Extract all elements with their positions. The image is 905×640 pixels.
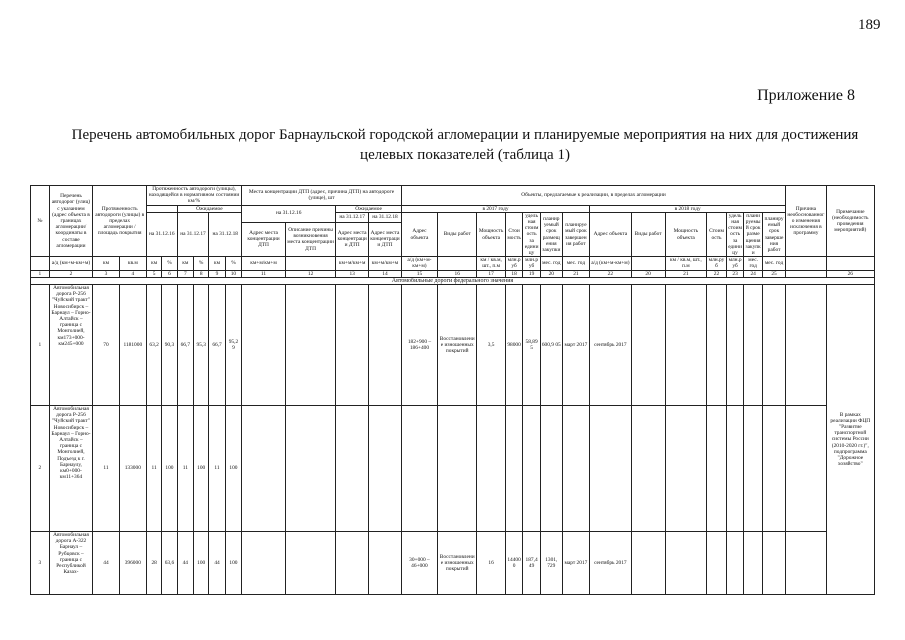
- empty-cell: [242, 406, 286, 532]
- empty-cell: [631, 285, 665, 406]
- empty-cell: [707, 285, 727, 406]
- col-road-header: Перечень автодорог (улиц) с указанием (адрес объекта в границах агломерации/координаты в составе агломерации: [49, 186, 93, 257]
- unit-cell: мес. год: [562, 257, 589, 270]
- col-number: 22: [707, 270, 727, 277]
- dtp-reason-header: Описание причины возникновения места концентрации ДТП: [285, 222, 335, 257]
- col-number: 17: [477, 270, 505, 277]
- norm-2016-km: 63,2: [146, 285, 161, 406]
- col-number: 4: [119, 270, 146, 277]
- note-cell: В рамках реализации ФЦП "Развитие транспортной системы России (2010-2020 гг.)", подпрограмма "Дорожное хозяйство": [826, 285, 874, 595]
- unit-cost-2018-header: удельная стоимость за единицу: [728, 212, 742, 257]
- road-area: 1181000: [119, 285, 146, 406]
- unit-cell: мес. год: [744, 257, 763, 270]
- empty-cell: [477, 406, 505, 532]
- works-2017: Восстановление изношенных покрытий: [438, 285, 477, 406]
- dtp-address-2017-header: Адрес места концентрации ДТП: [336, 222, 369, 257]
- unit-cell: кв.м: [119, 257, 146, 270]
- unit-cost-2017: 58,89 5: [523, 285, 541, 406]
- empty-cell: [369, 532, 402, 595]
- road-name: Автомобильная дорога А-322 Барнаул – Рубцовск – граница с Республикой Казах-: [49, 532, 93, 595]
- unit-cell: км+м/км+м: [369, 257, 402, 270]
- col-number: 26: [826, 270, 874, 277]
- norm-2018-km: 11: [209, 406, 225, 532]
- unit-cell: млн.руб: [523, 257, 541, 270]
- empty-cell: [726, 406, 744, 532]
- col-number: 19: [523, 270, 541, 277]
- cost-2017-header: Стоимость: [505, 212, 523, 256]
- empty-cell: [786, 532, 826, 595]
- power-2017-header: Мощность объекта: [477, 212, 505, 256]
- unit-cost-2017-header: удельная стоимость за единицу: [524, 212, 539, 257]
- road-length: 70: [93, 285, 119, 406]
- empty-cell: [631, 406, 665, 532]
- unit-cell: км: [146, 257, 161, 270]
- contract-2017: март 2017: [562, 532, 589, 595]
- works-2017-header: Виды работ: [438, 212, 477, 256]
- col-cause-header: Причина необоснованного изменения исключения в программу: [786, 186, 826, 257]
- norm-2017-km: 11: [177, 406, 193, 532]
- unit-cell: [31, 257, 50, 270]
- col-number: 23: [726, 270, 744, 277]
- obj-address-2017-header: Адрес объекта: [401, 212, 437, 256]
- col-number: 21: [665, 270, 707, 277]
- unit-cell: %: [194, 257, 209, 270]
- col-number: 7: [177, 270, 193, 277]
- empty-cell: [707, 532, 727, 595]
- col-number: 1: [31, 270, 50, 277]
- dtp-expected-label: Ожидаемое: [336, 205, 402, 212]
- contract-2017-header: планируемый срок размещения закупки: [540, 212, 562, 256]
- col-number: 2: [49, 270, 93, 277]
- empty-cell: [762, 285, 785, 406]
- unit-cost-2017-b: 1301, 729: [540, 532, 562, 595]
- dtp-2016-label: на 31.12.16: [242, 205, 336, 222]
- unit-cell: км: [93, 257, 119, 270]
- col-number: 22: [590, 270, 632, 277]
- unit-cell: мес. год: [540, 257, 562, 270]
- empty-cell: [336, 532, 369, 595]
- col-number: 20: [631, 270, 665, 277]
- finish-2017: сентябрь 2017: [590, 532, 632, 595]
- norm-2017-pct: 100: [194, 532, 209, 595]
- road-area: 133000: [119, 406, 146, 532]
- empty-cell: [523, 406, 541, 532]
- unit-cell: млн.руб: [505, 257, 523, 270]
- col-num-header: №: [31, 186, 50, 257]
- road-length: 44: [93, 532, 119, 595]
- cost-2017: 98000: [505, 285, 523, 406]
- finish-2018-header: планируемый срок завершения работ: [762, 212, 785, 256]
- units-row: [31, 257, 875, 270]
- norm-2017-km: 66,7: [177, 285, 193, 406]
- year-2017-label: в 2017 году: [401, 205, 589, 212]
- unit-cell: км / кв.м, шт., п.м: [477, 257, 505, 270]
- empty-cell: [562, 406, 589, 532]
- norm-2018-pct: 95,2 9: [225, 285, 241, 406]
- col-number: 16: [438, 270, 477, 277]
- norm-2018-km: 66,7: [209, 285, 225, 406]
- col-number: 5: [146, 270, 161, 277]
- empty-cell: [590, 406, 632, 532]
- empty-cell: [285, 406, 335, 532]
- normative-2017-label: на 31.12.17: [177, 212, 209, 256]
- norm-2016-pct: 63,6: [162, 532, 177, 595]
- empty-cell: [786, 406, 826, 532]
- col-number: 3: [93, 270, 119, 277]
- unit-cell: [826, 257, 874, 270]
- unit-cell: км: [177, 257, 193, 270]
- empty-cell: [285, 285, 335, 406]
- col-number: 8: [194, 270, 209, 277]
- unit-cell: [285, 257, 335, 270]
- empty-cell: [505, 406, 523, 532]
- roads-table: [30, 185, 875, 595]
- row-num: 2: [31, 406, 50, 532]
- cost-2017: 14400 0: [505, 532, 523, 595]
- empty-cell: [438, 406, 477, 532]
- col-normative-header: Протяженность автодороги (улицы), находящейся в нормативном состоянии км/%: [146, 186, 241, 206]
- unit-cell: км+м/км+м: [242, 257, 286, 270]
- section-row: [31, 277, 875, 284]
- power-2018-header: Мощность объекта: [665, 212, 707, 256]
- col-number: 13: [336, 270, 369, 277]
- works-2017: Восстановление изношенных покрытий: [438, 532, 477, 595]
- page-number: 189: [858, 17, 881, 33]
- col-number: 9: [209, 270, 225, 277]
- roads-table-container: [30, 185, 875, 598]
- empty-cell: [665, 532, 707, 595]
- norm-2016-pct: 100: [162, 406, 177, 532]
- dtp-2018-label: на 31.12.18: [369, 212, 402, 222]
- empty-cell: [744, 406, 763, 532]
- col-number: 6: [162, 270, 177, 277]
- finish-2017: сентябрь 2017: [590, 285, 632, 406]
- norm-2016-km: 11: [146, 406, 161, 532]
- empty-cell: [762, 406, 785, 532]
- col-number: 10: [225, 270, 241, 277]
- empty-cell: [401, 406, 437, 532]
- unit-cell: %: [225, 257, 241, 270]
- unit-cell: [786, 257, 826, 270]
- col-number: 24: [744, 270, 763, 277]
- table-row: [31, 406, 875, 532]
- norm-2016-km: 28: [146, 532, 161, 595]
- empty-cell: [242, 532, 286, 595]
- norm-2018-km: 44: [209, 532, 225, 595]
- table-row: [31, 285, 875, 406]
- year-2018-label: в 2018 году: [590, 205, 786, 212]
- empty-cell: [786, 285, 826, 406]
- contract-2018-header: планируемый срок размещения закупки: [745, 212, 761, 257]
- dtp-address-2018-header: Адрес места концентрации ДТП: [369, 222, 402, 257]
- empty-cell: [631, 532, 665, 595]
- empty-cell: [540, 406, 562, 532]
- finish-2017-header: планируемый срок завершения работ: [562, 212, 589, 256]
- normative-2018-label: на 31.12.18: [209, 212, 242, 256]
- empty-cell: [762, 532, 785, 595]
- col-number: 11: [242, 270, 286, 277]
- empty-cell: [665, 406, 707, 532]
- header-row-3: [31, 212, 875, 222]
- obj-address-2017: 30+000 – 46+000: [401, 532, 437, 595]
- road-name: Автомобильная дорога Р-256 "Чуйский тракт" Новосибирск – Барнаул – Горно-Алтайск – граница с Монголией, Подъезд к г. Барнаулу, км0+000-км11+364: [49, 406, 93, 532]
- col-objects-header: Объекты, предлагаемые к реализации, в пределах агломерации: [401, 186, 785, 206]
- empty-cell: [726, 532, 744, 595]
- power-2017: 3,5: [477, 285, 505, 406]
- col-number: 21: [562, 270, 589, 277]
- unit-cell: а/д (км+м-км+м): [49, 257, 93, 270]
- dtp-address-2016-header: Адрес места концентрации ДТП: [242, 222, 286, 257]
- unit-cell: млн.руб: [707, 257, 727, 270]
- empty-cell: [285, 532, 335, 595]
- norm-2017-pct: 100: [194, 406, 209, 532]
- norm-2016-pct: 90,3: [162, 285, 177, 406]
- empty-cell: [369, 406, 402, 532]
- unit-cell: %: [162, 257, 177, 270]
- obj-address-2018-header: Адрес объекта: [590, 212, 632, 256]
- document-title: Перечень автомобильных дорог Барнаульской городской агломерации и планируемые мероприятия на них для достижения целевых показателей (таблица 1): [71, 127, 859, 163]
- col-road-length-header: Протяженность автодороги (улицы) в пределах агломерации / площадь покрытия: [93, 186, 147, 257]
- power-2017: 16: [477, 532, 505, 595]
- works-2018-header: Виды работ: [631, 212, 665, 256]
- empty-cell: [744, 285, 763, 406]
- normative-2016-blank: [146, 205, 177, 212]
- column-numbers-row: [31, 270, 875, 277]
- unit-cell: км / кв.м, шт., п.м: [665, 257, 707, 270]
- empty-cell: [726, 285, 744, 406]
- empty-cell: [336, 406, 369, 532]
- col-number: 20: [540, 270, 562, 277]
- empty-cell: [336, 285, 369, 406]
- section-title: Автомобильные дороги федерального значения: [31, 277, 875, 284]
- col-number: 25: [762, 270, 785, 277]
- unit-cost-2017-b: 600,9 05: [540, 285, 562, 406]
- row-num: 3: [31, 532, 50, 595]
- col-number: [786, 270, 826, 277]
- empty-cell: [707, 406, 727, 532]
- empty-cell: [242, 285, 286, 406]
- unit-cell: а/д (км+м-км+м): [401, 257, 437, 270]
- unit-cell: км: [209, 257, 225, 270]
- unit-cell: а/д (км+м-км+м): [590, 257, 632, 270]
- row-num: 1: [31, 285, 50, 406]
- col-note-header: Примечание (необходимость проведения мероприятий): [826, 186, 874, 257]
- unit-cell: [631, 257, 665, 270]
- col-number: 14: [369, 270, 402, 277]
- unit-cell: км+м/км+м: [336, 257, 369, 270]
- norm-2018-pct: 100: [225, 532, 241, 595]
- unit-cell: млн.руб: [726, 257, 744, 270]
- normative-2016-label: на 31.12.16: [146, 212, 177, 256]
- unit-cell: [438, 257, 477, 270]
- header-row-1: [31, 186, 875, 206]
- col-number: 18: [505, 270, 523, 277]
- norm-2017-pct: 95,3: [194, 285, 209, 406]
- road-length: 11: [93, 406, 119, 532]
- col-number: 15: [401, 270, 437, 277]
- table-row: [31, 532, 875, 595]
- road-name: Автомобильная дорога Р-256 "Чуйский тракт" Новосибирск – Барнаул – Горно-Алтайск – граница с Монголией, км173+000-км245+000: [49, 285, 93, 406]
- contract-2017: март 2017: [562, 285, 589, 406]
- obj-address-2017: 182+900 – 186+400: [401, 285, 437, 406]
- empty-cell: [744, 532, 763, 595]
- cost-2018-header: Стоимость: [707, 212, 727, 256]
- dtp-2017-label: на 31.12.17: [336, 212, 369, 222]
- normative-expected-label: Ожидаемое: [177, 205, 242, 212]
- norm-2017-km: 44: [177, 532, 193, 595]
- header-row-2: [31, 205, 875, 212]
- empty-cell: [665, 285, 707, 406]
- unit-cost-2017: 187,4 49: [523, 532, 541, 595]
- col-dtp-header: Места концентрации ДТП (адрес, причина ДТП) на автодороге (улице), шт: [242, 186, 402, 206]
- empty-cell: [369, 285, 402, 406]
- col-number: 12: [285, 270, 335, 277]
- appendix-label: Приложение 8: [757, 87, 855, 104]
- unit-cell: мес. год: [762, 257, 785, 270]
- road-area: 396000: [119, 532, 146, 595]
- norm-2018-pct: 100: [225, 406, 241, 532]
